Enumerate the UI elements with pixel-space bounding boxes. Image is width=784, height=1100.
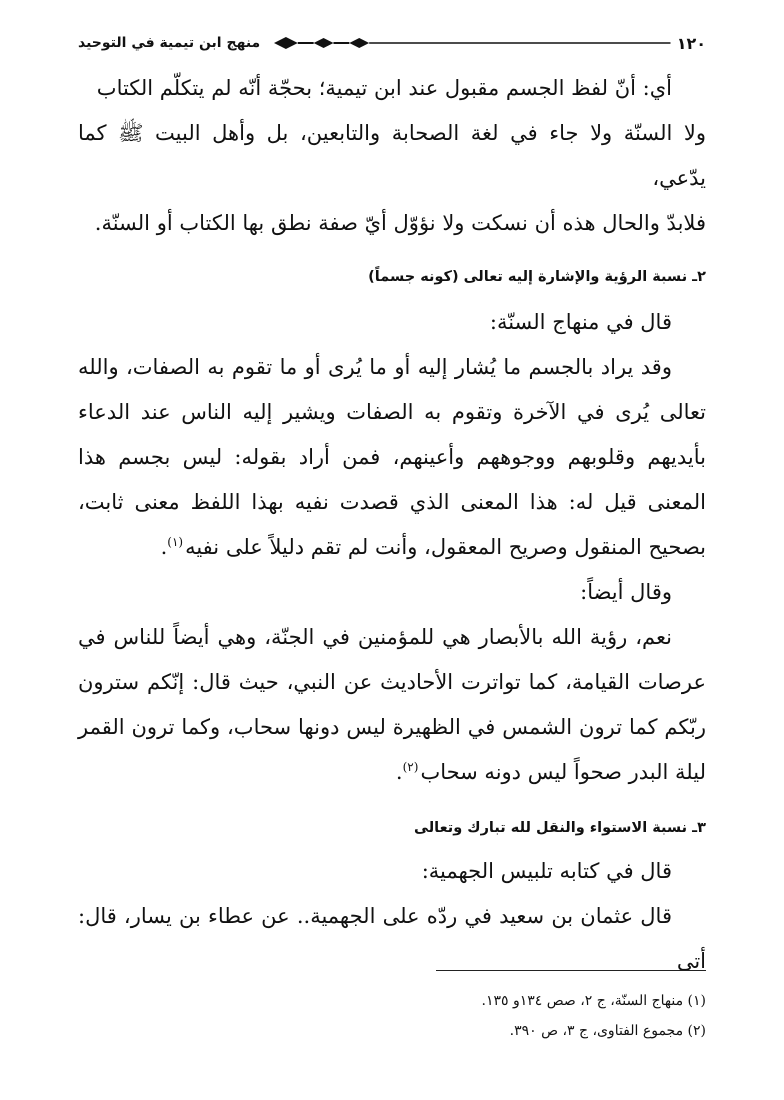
section2-quote2-end: . <box>395 760 403 784</box>
section3-quote: قال عثمان بن سعيد في ردّه على الجهمية.. عن عطاء بن يسار، قال: أتى <box>78 904 706 973</box>
section2-quote-text: وقد يراد بالجسم ما يُشار إليه أو ما يُرى أو ما تقوم به الصفات، والله تعالى يُرى في الآخرة وتقوم به الصفات ويشير إليه الناس عند الدعاء بأيديهم وقلوبهم ووجوههم وأعينهم، فمن أراد بقوله: ليس بجسم هذا المعنى قيل له: هذا المعنى الذي قصدت نفيه بهذا اللفظ معنى ثابت، بصحيح المنقول وصريح المعقول، وأنت لم تقم دليلاً على نفيه <box>78 355 706 559</box>
intro-line-2: ولا السنّة ولا جاء في لغة الصحابة والتابعين، بل وأهل البيت ﷺ كما يدّعي، <box>78 121 706 190</box>
section-heading-3: ٣ـ نسبة الاستواء والنقل لله تبارك وتعالى <box>414 820 706 836</box>
footnote-1: (١) منهاج السنّة، ج ٢، صص ١٣٤و ١٣٥. <box>481 993 706 1009</box>
section2-quote2-text: نعم، رؤية الله بالأبصار هي للمؤمنين في الجنّة، وهي أيضاً للناس في عرصات القيامة، كما تواترت الأحاديث عن النبي، حيث قال: إنّكم سترون ربّكم كما ترون الشمس في الظهيرة ليس دونها سحاب، وكما ترون القمر ليلة البدر صحواً ليس دونه سحاب <box>78 625 706 784</box>
intro-line-1: أي: أنّ لفظ الجسم مقبول عند ابن تيمية؛ بحجّة أنّه لم يتكلّم الكتاب <box>96 76 672 100</box>
footnote-2: (٢) مجموع الفتاوى، ج ٣، ص ٣٩٠. <box>509 1023 706 1039</box>
section3-source: قال في كتابه تلبيس الجهمية: <box>421 859 672 883</box>
footnote-ref-1[interactable]: (١) <box>167 535 184 549</box>
page-body <box>78 66 706 984</box>
section2-also: وقال أيضاً: <box>580 580 672 604</box>
header-ornament <box>274 37 671 49</box>
page-number: ١٢٠ <box>676 33 706 53</box>
section-heading-2: ٢ـ نسبة الرؤية والإشارة إليه تعالى (كونه جسماً) <box>368 269 706 285</box>
footnotes <box>78 986 706 1046</box>
footnote-ref-2[interactable]: (٢) <box>402 760 419 774</box>
intro-line-3: فلابدّ والحال هذه أن نسكت ولا نؤوّل أيّ صفة نطق بها الكتاب أو السنّة. <box>94 211 706 235</box>
running-header <box>78 28 706 58</box>
section2-quote <box>78 345 706 570</box>
footnote-divider <box>436 970 706 971</box>
section2-quote2 <box>78 615 706 795</box>
ornament-line-icon <box>274 37 671 49</box>
book-title: منهج ابن تيمية في التوحيد <box>78 35 261 51</box>
section2-source: قال في منهاج السنّة: <box>489 310 672 334</box>
section2-quote-end: . <box>160 535 168 559</box>
